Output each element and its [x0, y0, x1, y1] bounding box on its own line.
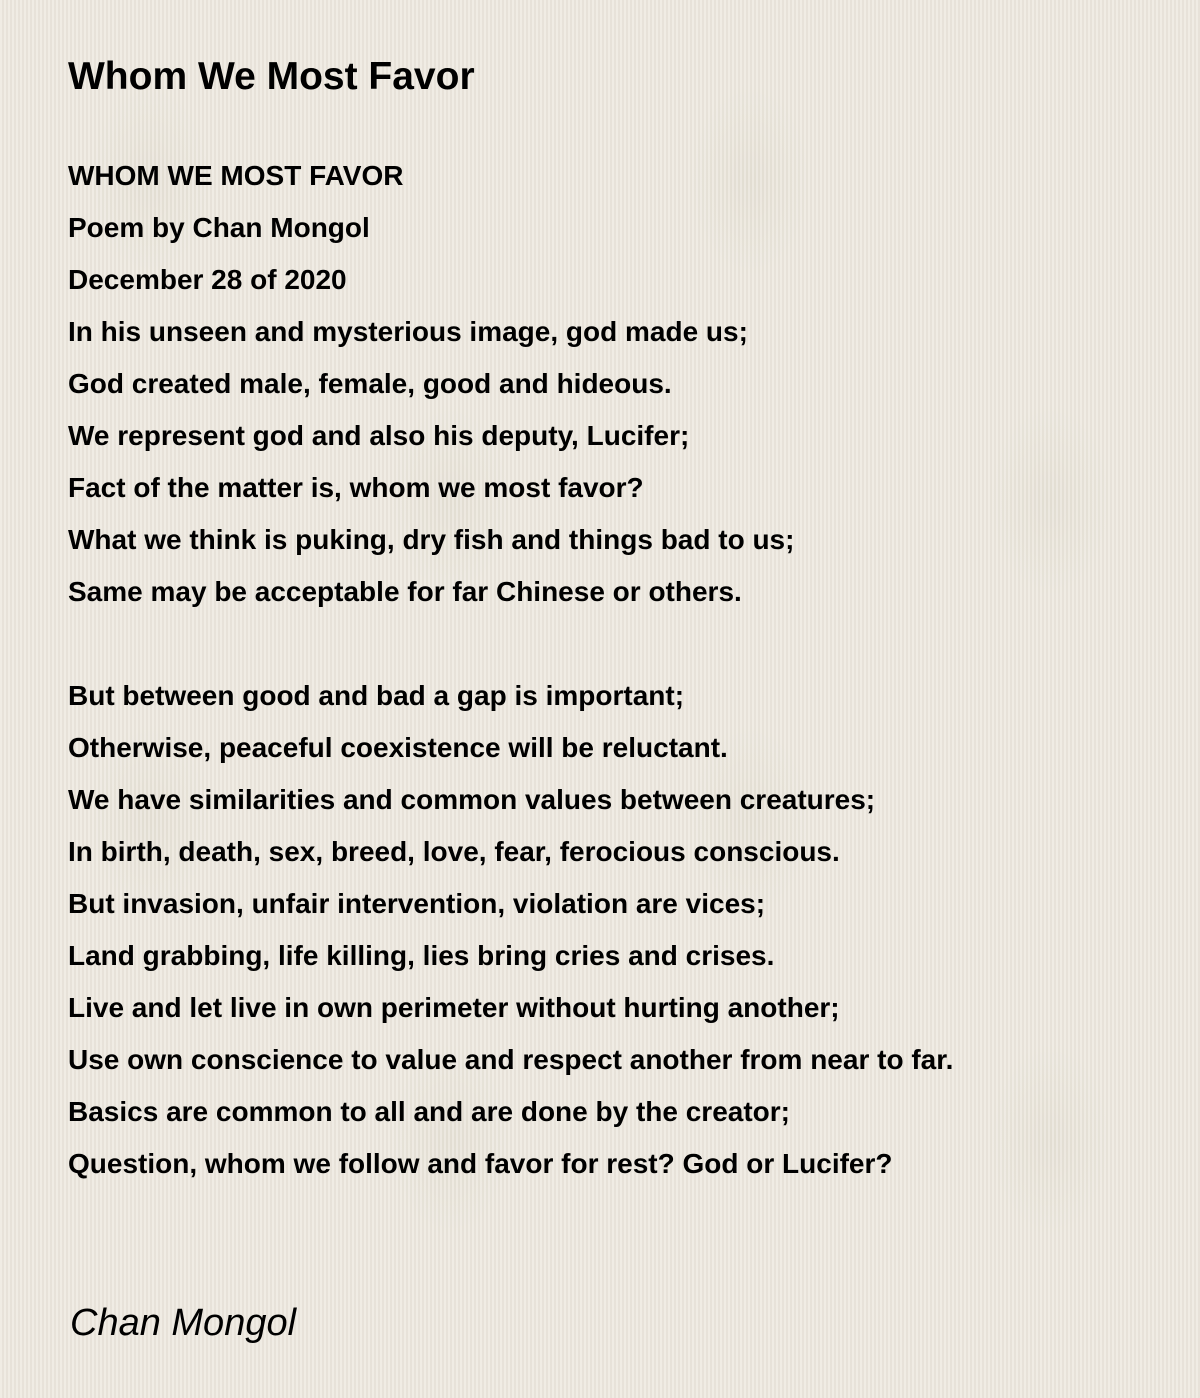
poem-line: We represent god and also his deputy, Lucifer;: [68, 420, 690, 451]
poem-line: God created male, female, good and hideous.: [68, 368, 672, 399]
poem-line: Live and let live in own perimeter without hurting another;: [68, 992, 840, 1023]
poem-line: Otherwise, peaceful coexistence will be reluctant.: [68, 732, 728, 763]
page-title: Whom We Most Favor: [68, 55, 475, 98]
poem-line: In birth, death, sex, breed, love, fear, ferocious conscious.: [68, 836, 840, 867]
poem-line: We have similarities and common values between creatures;: [68, 784, 876, 815]
poem-line: What we think is puking, dry fish and things bad to us;: [68, 524, 795, 555]
poem-line: But between good and bad a gap is important;: [68, 680, 685, 711]
poem-line: But invasion, unfair intervention, violation are vices;: [68, 888, 766, 919]
poem-line: Basics are common to all and are done by the creator;: [68, 1096, 790, 1127]
poem-byline: Poem by Chan Mongol: [68, 212, 370, 243]
poem-heading: WHOM WE MOST FAVOR: [68, 160, 404, 191]
poem-line: Same may be acceptable for far Chinese or others.: [68, 576, 742, 607]
poem-line: Land grabbing, life killing, lies bring cries and crises.: [68, 940, 775, 971]
poem-line: In his unseen and mysterious image, god made us;: [68, 316, 748, 347]
poem-line: Use own conscience to value and respect another from near to far.: [68, 1044, 954, 1075]
stanza-break: [68, 618, 953, 670]
author-signature: Chan Mongol: [70, 1302, 297, 1344]
poem-line: Fact of the matter is, whom we most favor?: [68, 472, 644, 503]
poem-body: [68, 150, 953, 1190]
poem-line: Question, whom we follow and favor for rest? God or Lucifer?: [68, 1148, 893, 1179]
poem-date: December 28 of 2020: [68, 264, 347, 295]
